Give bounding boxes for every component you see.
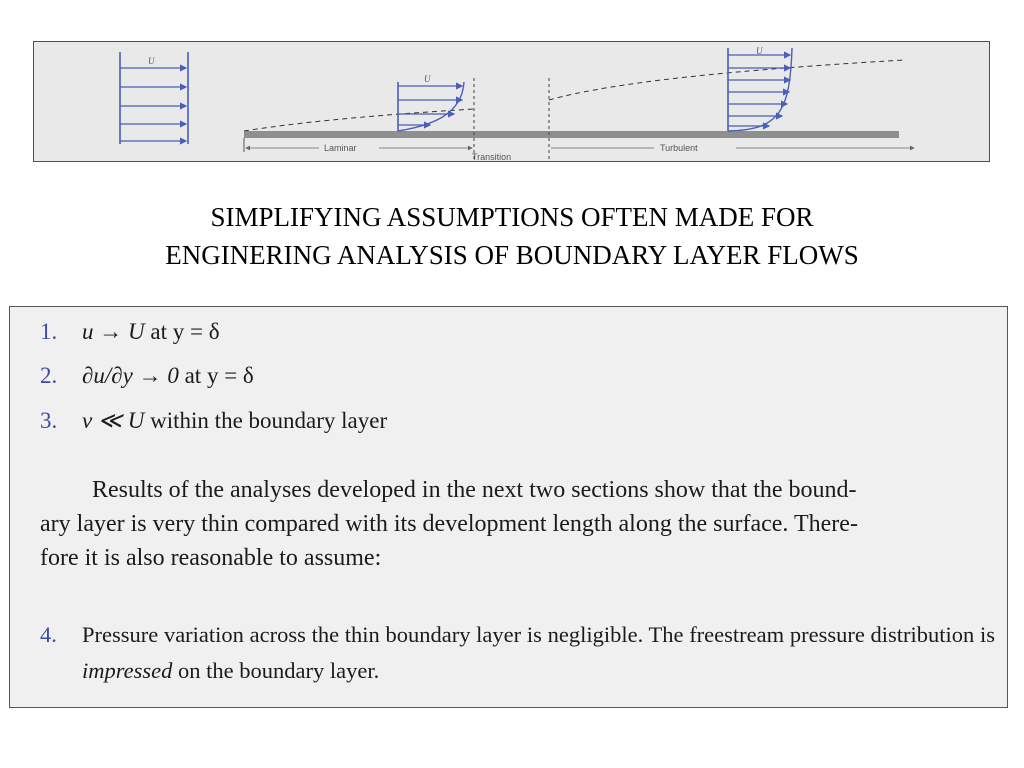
item-number: 2. xyxy=(40,363,58,388)
item-math: ∂u/∂y → 0 xyxy=(82,363,179,388)
paragraph-line-2: ary layer is very thin compared with its development length along the surface. There- xyxy=(40,511,858,537)
item-number: 4. xyxy=(40,622,57,647)
slide-title-line-2: ENGINERING ANALYSIS OF BOUNDARY LAYER FLOWS xyxy=(165,240,859,270)
assumption-item-1 xyxy=(40,319,220,345)
slide-title-line-1: SIMPLIFYING ASSUMPTIONS OFTEN MADE FOR xyxy=(210,202,814,232)
laminar-velocity-label: U xyxy=(424,74,431,84)
freestream-profile xyxy=(120,52,188,144)
freestream-velocity-label: U xyxy=(148,56,155,66)
slide-title xyxy=(0,198,1024,274)
item-number: 1. xyxy=(40,319,58,344)
item-text: at y = δ xyxy=(178,363,254,388)
item-4-text-after: on the boundary layer. xyxy=(172,658,380,683)
item-4-text-before: Pressure variation across the thin boundary layer is negligible. The freestream pressure distribution is xyxy=(82,622,995,647)
turbulent-region-label: Turbulent xyxy=(660,143,698,153)
turbulent-velocity-label: U xyxy=(756,46,763,56)
assumption-item-3 xyxy=(40,408,387,434)
textbook-excerpt xyxy=(9,306,1008,708)
item-math: u → U xyxy=(82,319,145,344)
paragraph-line-3: fore it is also reasonable to assume: xyxy=(40,545,382,571)
boundary-layer-diagram xyxy=(34,42,990,162)
laminar-velocity-profile xyxy=(398,74,464,131)
item-text: at y = δ xyxy=(144,319,220,344)
explanatory-paragraph xyxy=(40,473,995,575)
turbulent-layer-edge xyxy=(549,60,904,100)
item-4-text xyxy=(82,617,995,689)
paragraph-line-1: Results of the analyses developed in the next two sections show that the bound- xyxy=(92,477,857,503)
item-4-emphasis: impressed xyxy=(82,658,173,683)
boundary-layer-figure xyxy=(33,41,990,162)
assumption-item-2 xyxy=(40,363,254,389)
turbulent-velocity-profile xyxy=(728,46,792,131)
transition-region-label: Transition xyxy=(472,152,512,162)
item-math: v ≪ U xyxy=(82,408,145,433)
item-text: within the boundary layer xyxy=(144,408,388,433)
flat-plate xyxy=(244,131,899,138)
laminar-region-label: Laminar xyxy=(324,143,357,153)
assumption-item-4 xyxy=(40,617,995,689)
laminar-layer-edge xyxy=(244,109,474,131)
item-number: 3. xyxy=(40,408,58,433)
